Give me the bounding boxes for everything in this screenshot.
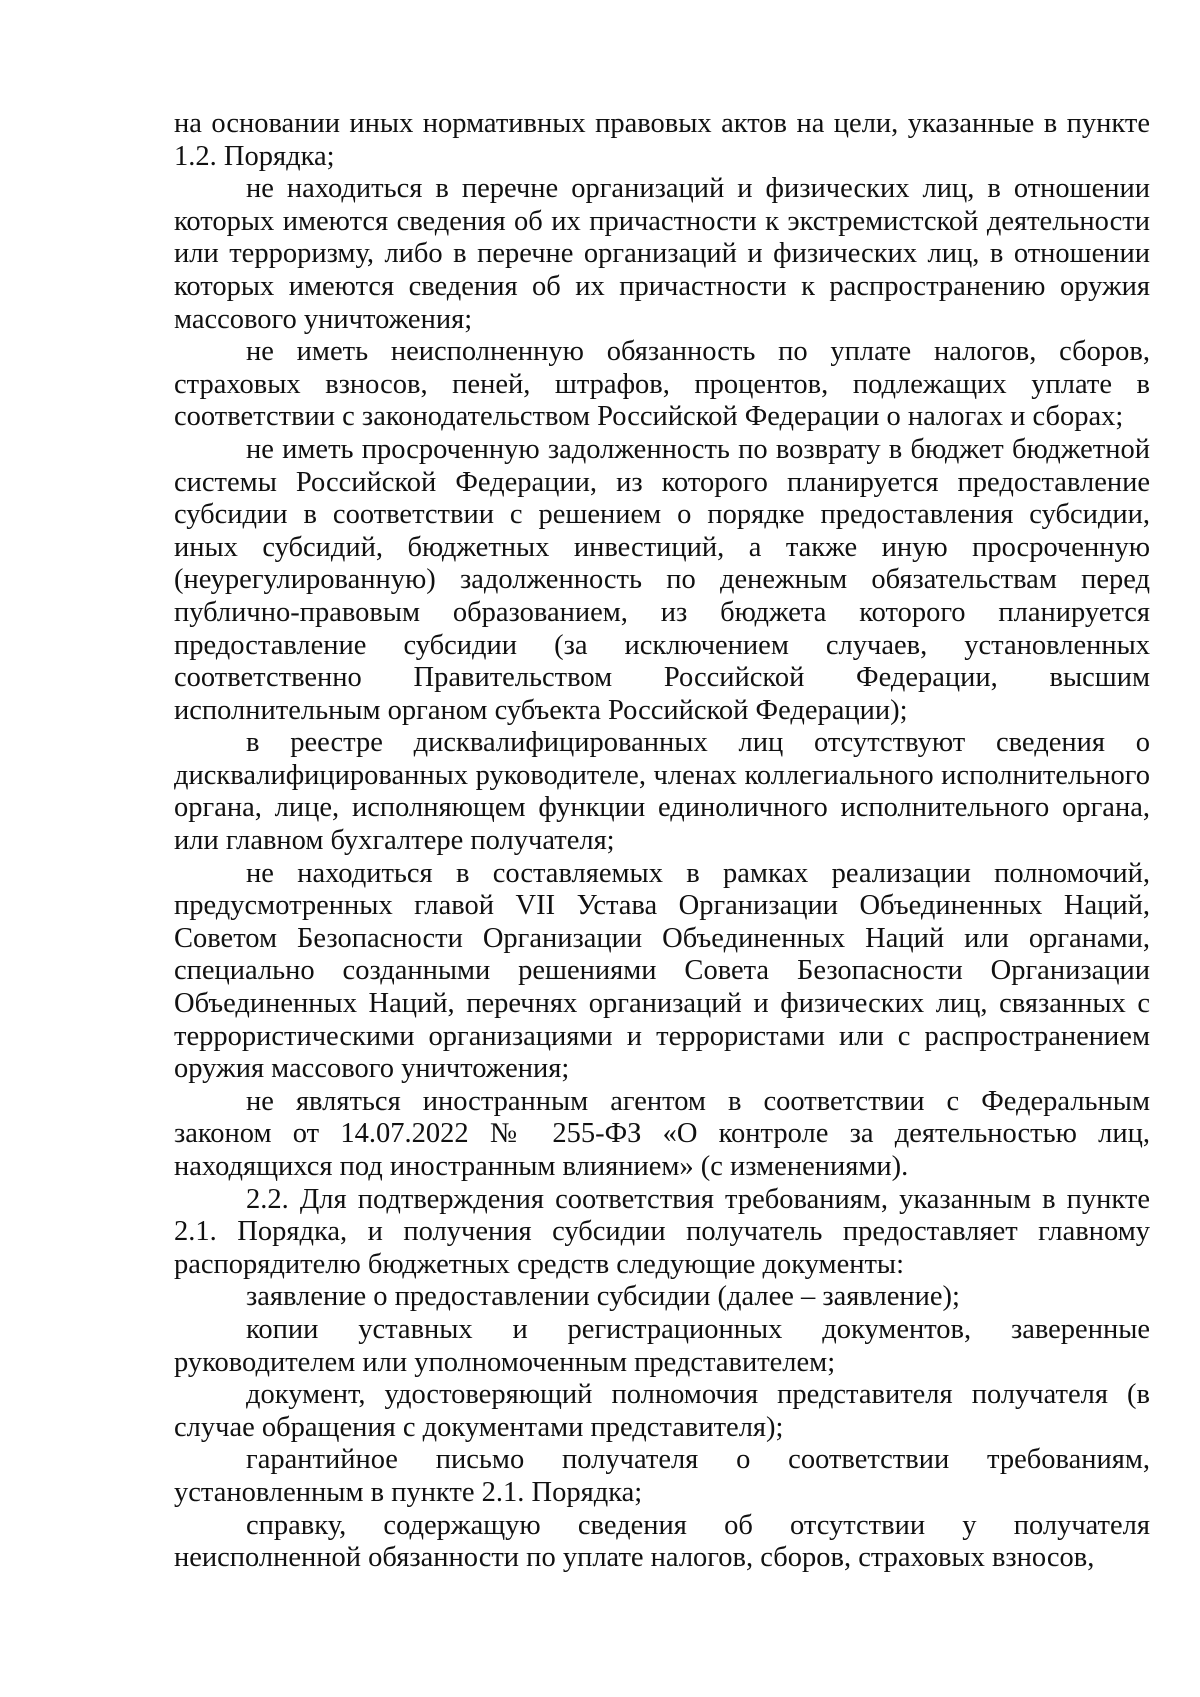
paragraph-8: 2.2. Для подтверждения соответствия требованиям, указанным в пункте 2.1. Порядка, и получения субсидии получатель предоставляет главному распорядителю бюджетных средств следующие документы: (174, 1183, 1150, 1280)
paragraph-6: не находиться в составляемых в рамках реализации полномочий, предусмотренных главой VII Устава Организации Объединенных Наций, Советом Безопасности Организации Объединенных Наций или органами, специально созданными решениями Совета Безопасности Организации Объединенных Наций, перечнях организаций и физических лиц, связанных с террористическими организациями и террористами или с распространением оружия массового уничтожения; (174, 857, 1150, 1085)
document-page (174, 108, 1150, 1575)
paragraph-9: заявление о предоставлении субсидии (далее – заявление); (246, 1281, 960, 1313)
paragraph-2: не находиться в перечне организаций и физических лиц, в отношении которых имеются сведения об их причастности к экстремистской деятельности или терроризму, либо в перечне организаций и физических лиц, в отношении которых имеются сведения об их причастности к распространению оружия массового уничтожения; (174, 173, 1150, 335)
paragraph-7: не являться иностранным агентом в соответствии с Федеральным законом от 14.07.2022 № 255-ФЗ «О контроле за деятельностью лиц, находящихся под иностранным влиянием» (с изменениями). (174, 1085, 1150, 1182)
paragraph-11: документ, удостоверяющий полномочия представителя получателя (в случае обращения с документами представителя); (174, 1379, 1150, 1443)
paragraph-13: справку, содержащую сведения об отсутствии у получателя неисполненной обязанности по уплате налогов, сборов, страховых взносов, (174, 1509, 1150, 1574)
paragraph-3: не иметь неисполненную обязанность по уплате налогов, сборов, страховых взносов, пеней, штрафов, процентов, подлежащих уплате в соответствии с законодательством Российской Федерации о налогах и сборах; (174, 336, 1150, 433)
paragraph-10: копии уставных и регистрационных документов, заверенные руководителем или уполномоченным представителем; (174, 1313, 1150, 1378)
paragraph-1: на основании иных нормативных правовых актов на цели, указанные в пункте 1.2. Порядка; (174, 108, 1150, 172)
paragraph-4: не иметь просроченную задолженность по возврату в бюджет бюджетной системы Российской Федерации, из которого планируется предоставление субсидии в соответствии с решением о порядке предоставления субсидии, иных субсидий, бюджетных инвестиций, а также иную просроченную (неурегулированную) задолженность по денежным обязательствам перед публично-правовым образованием, из бюджета которого планируется предоставление субсидии (за исключением случаев, установленных соответственно Правительством Российской Федерации, высшим исполнительным органом субъекта Российской Федерации); (174, 433, 1150, 726)
paragraph-5: в реестре дисквалифицированных лиц отсутствуют сведения о дисквалифицированных руководителе, членах коллегиального исполнительного органа, лице, исполняющем функции единоличного исполнительного органа, или главном бухгалтере получателя; (174, 727, 1150, 857)
paragraph-12: гарантийное письмо получателя о соответствии требованиям, установленным в пункте 2.1. Порядка; (174, 1444, 1150, 1508)
